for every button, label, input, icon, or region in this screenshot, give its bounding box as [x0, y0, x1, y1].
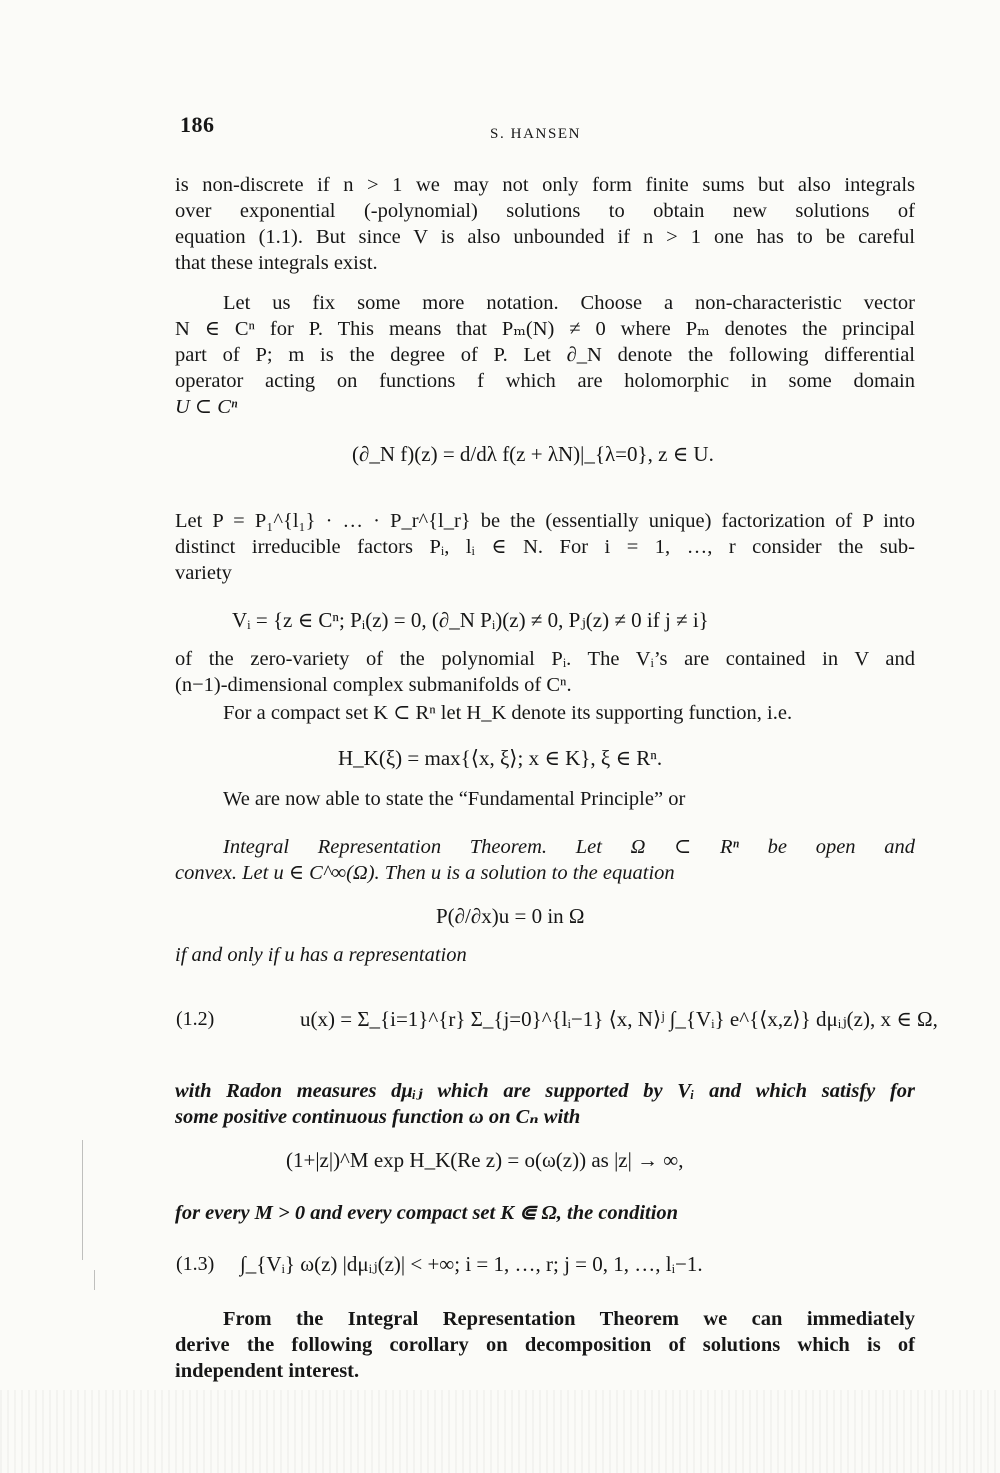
equation-number-1-2: (1.2) — [176, 1008, 215, 1030]
text-line: if and only if u has a representation — [175, 944, 467, 966]
paragraph-intro — [175, 172, 915, 276]
text-line: operator acting on functions f which are holomorphic in some domain — [175, 370, 915, 392]
text-line: (n−1)-dimensional complex submanifolds of Cⁿ. — [175, 674, 572, 696]
text-line: part of P; m is the degree of P. Let ∂_N denote the following differential — [175, 344, 915, 366]
equation-text: ∫_{Vᵢ} ω(z) |dμᵢⱼ(z)| < +∞; i = 1, …, r; j = 0, 1, …, lᵢ−1. — [240, 1252, 703, 1276]
equation-text: u(x) = Σ_{i=1}^{r} Σ_{j=0}^{lᵢ−1} ⟨x, N⟩ʲ ∫_{Vᵢ} e^{⟨x,z⟩} dμᵢⱼ(z), x ∈ Ω, — [300, 1007, 938, 1031]
text-line: of the zero-variety of the polynomial Pᵢ. The Vᵢ’s are contained in V and — [175, 648, 915, 670]
equation-vi-definition — [232, 606, 709, 634]
paragraph-radon-measures — [175, 1078, 915, 1130]
text-line: distinct irreducible factors Pᵢ, lᵢ ∈ N. For i = 1, …, r consider the sub- — [175, 536, 915, 558]
text-line: independent interest. — [175, 1360, 360, 1382]
equation-hk-definition — [338, 744, 662, 772]
equation-text: (∂_N f)(z) = d/dλ f(z + λN)|_{λ=0}, z ∈ U. — [352, 442, 714, 466]
page-header — [170, 112, 910, 152]
equation-dn-definition — [352, 440, 714, 468]
equation-1-2 — [300, 1005, 938, 1033]
equation-number-1-3: (1.3) — [176, 1253, 215, 1275]
text-line: with Radon measures dμᵢⱼ which are supported by Vᵢ and which satisfy for — [175, 1080, 915, 1102]
text-line: Let P = P₁^{l₁} · … · P_r^{l_r} be the (essentially unique) factorization of P into — [175, 510, 915, 532]
text-line: From the Integral Representation Theorem we can immediately — [223, 1308, 915, 1330]
text-line: convex. Let u ∈ C^∞(Ω). Then u is a solution to the equation — [175, 862, 675, 884]
text-line: over exponential (-polynomial) solutions to obtain new solutions of — [175, 200, 915, 222]
paragraph-notation — [175, 290, 915, 420]
text-line: N ∈ Cⁿ for P. This means that Pₘ(N) ≠ 0 where Pₘ denotes the principal — [175, 318, 915, 340]
paragraph-factorization — [175, 508, 915, 586]
text-line: that these integrals exist. — [175, 252, 378, 274]
paragraph-supporting-function — [175, 700, 915, 726]
text-line: is non-discrete if n > 1 we may not only form finite sums but also integrals — [175, 174, 915, 196]
scan-mark-left-small — [94, 1270, 95, 1290]
equation-pde — [436, 902, 585, 930]
text-line: We are now able to state the “Fundamental Principle” or — [223, 788, 686, 810]
paragraph-iff — [175, 942, 915, 968]
text-line: Integral Representation Theorem. Let Ω ⊂ Rⁿ be open and — [223, 836, 915, 858]
scan-noise-bottom — [0, 1390, 1000, 1473]
equation-text: (1+|z|)^M exp H_K(Re z) = o(ω(z)) as |z| → ∞, — [286, 1148, 684, 1172]
text-line: equation (1.1). But since V is also unbounded if n > 1 one has to be careful — [175, 226, 915, 248]
theorem-statement — [175, 834, 915, 886]
scan-mark-left — [82, 1140, 83, 1260]
paragraph-zero-variety — [175, 646, 915, 698]
paragraph-compact-set — [175, 1200, 915, 1226]
text-line: variety — [175, 562, 232, 584]
equation-text: H_K(ξ) = max{⟨x, ξ⟩; x ∈ K}, ξ ∈ Rⁿ. — [338, 746, 663, 770]
page-number: 186 — [180, 112, 215, 137]
text-line: Let us fix some more notation. Choose a non-characteristic vector — [223, 292, 915, 314]
paragraph-fundamental-principle — [175, 786, 915, 812]
equation-1-3 — [240, 1250, 703, 1278]
text-line: for every M > 0 and every compact set K ⋐ Ω, the condition — [175, 1202, 679, 1224]
text-line: U ⊂ Cⁿ — [175, 396, 238, 418]
running-head: S. HANSEN — [490, 126, 582, 142]
equation-growth-condition — [286, 1146, 684, 1174]
text-line: derive the following corollary on decomposition of solutions which is of — [175, 1334, 915, 1356]
paragraph-corollary-intro — [175, 1306, 915, 1384]
text-line: some positive continuous function ω on Cₙ with — [175, 1106, 581, 1128]
equation-text: Vᵢ = {z ∈ Cⁿ; Pᵢ(z) = 0, (∂_N Pᵢ)(z) ≠ 0, Pⱼ(z) ≠ 0 if j ≠ i} — [232, 608, 709, 632]
text-line: For a compact set K ⊂ Rⁿ let H_K denote its supporting function, i.e. — [223, 702, 793, 724]
equation-text: P(∂/∂x)u = 0 in Ω — [436, 904, 585, 928]
